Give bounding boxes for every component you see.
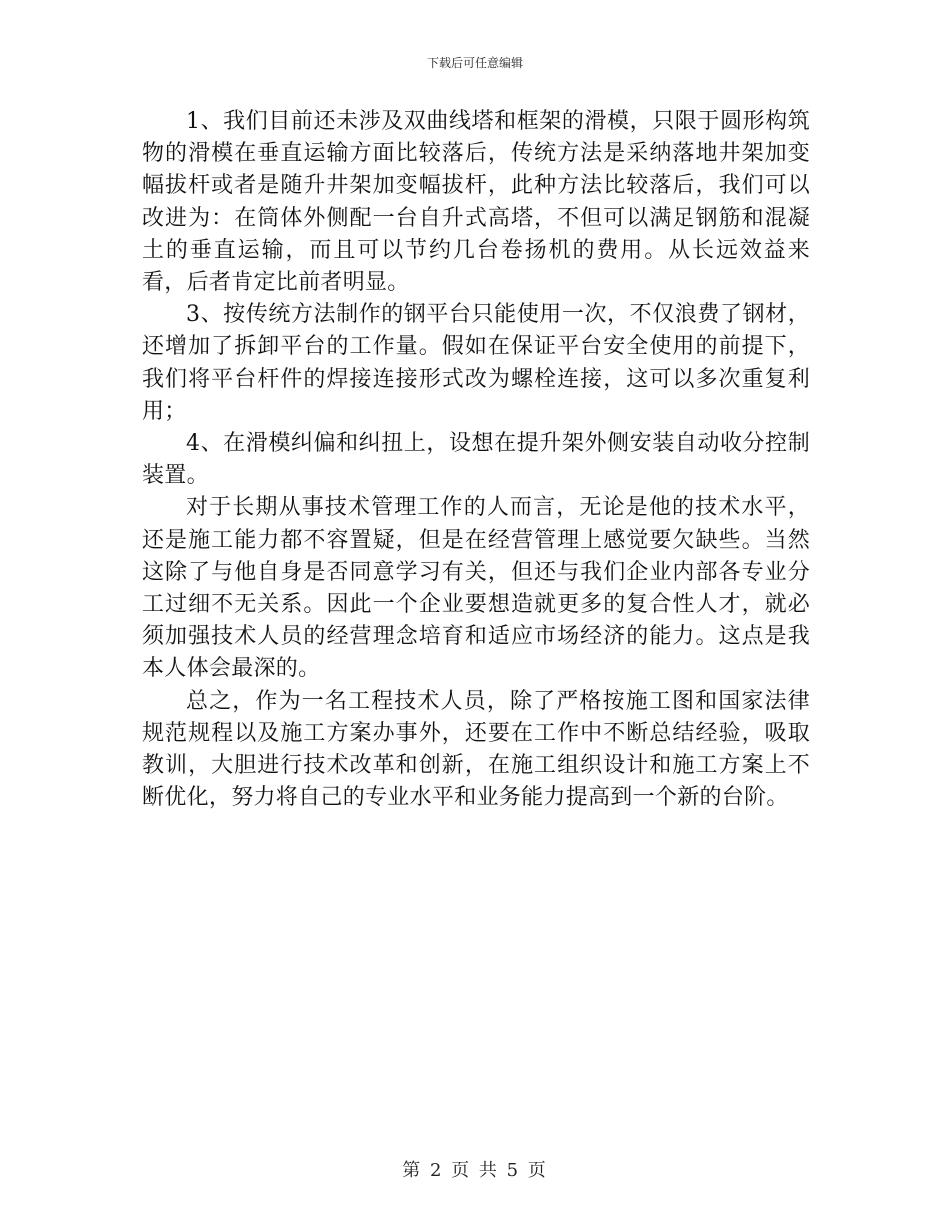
paragraph-item-4: 4、在滑模纠偏和纠扭上，设想在提升架外侧安装自动收分控制装置。 xyxy=(142,431,810,489)
paragraph-management: 对于长期从事技术管理工作的人而言，无论是他的技术水平，还是施工能力都不容置疑，但是在经营管理上感觉要欠缺些。当然这除了与他自身是否同意学习有关，但还与我们企业内部各专业分工过细不无关系。因此一个企业要想造就更多的复合性人才，就必须加强技术人员的经营理念培育和适应市场经济的能力。这点是我本人体会最深的。 xyxy=(142,495,810,682)
paragraph-item-3: 3、按传统方法制作的钢平台只能使用一次，不仅浪费了钢材，还增加了拆卸平台的工作量。假如在保证平台安全使用的前提下，我们将平台杆件的焊接连接形式改为螺栓连接，这可以多次重复利用； xyxy=(142,302,810,424)
paragraph-item-1: 1、我们目前还未涉及双曲线塔和框架的滑模，只限于圆形构筑物的滑模在垂直运输方面比较落后，传统方法是采纳落地井架加变幅拔杆或者是随升井架加变幅拔杆，此种方法比较落后，我们可以改进为：在筒体外侧配一台自升式高塔，不但可以满足钢筋和混凝土的垂直运输，而且可以节约几台卷扬机的费用。从长远效益来看，后者肯定比前者明显。 xyxy=(142,109,810,296)
paragraph-conclusion: 总之，作为一名工程技术人员，除了严格按施工图和国家法律规范规程以及施工方案办事外，还要在工作中不断总结经验，吸取教训，大胆进行技术改革和创新，在施工组织设计和施工方案上不断优化，努力将自己的专业水平和业务能力提高到一个新的台阶。 xyxy=(142,688,810,811)
document-body xyxy=(142,106,810,814)
page-number-footer: 第 2 页 共 5 页 xyxy=(402,1160,548,1181)
page-header: 下载后可任意编辑 xyxy=(426,56,523,70)
